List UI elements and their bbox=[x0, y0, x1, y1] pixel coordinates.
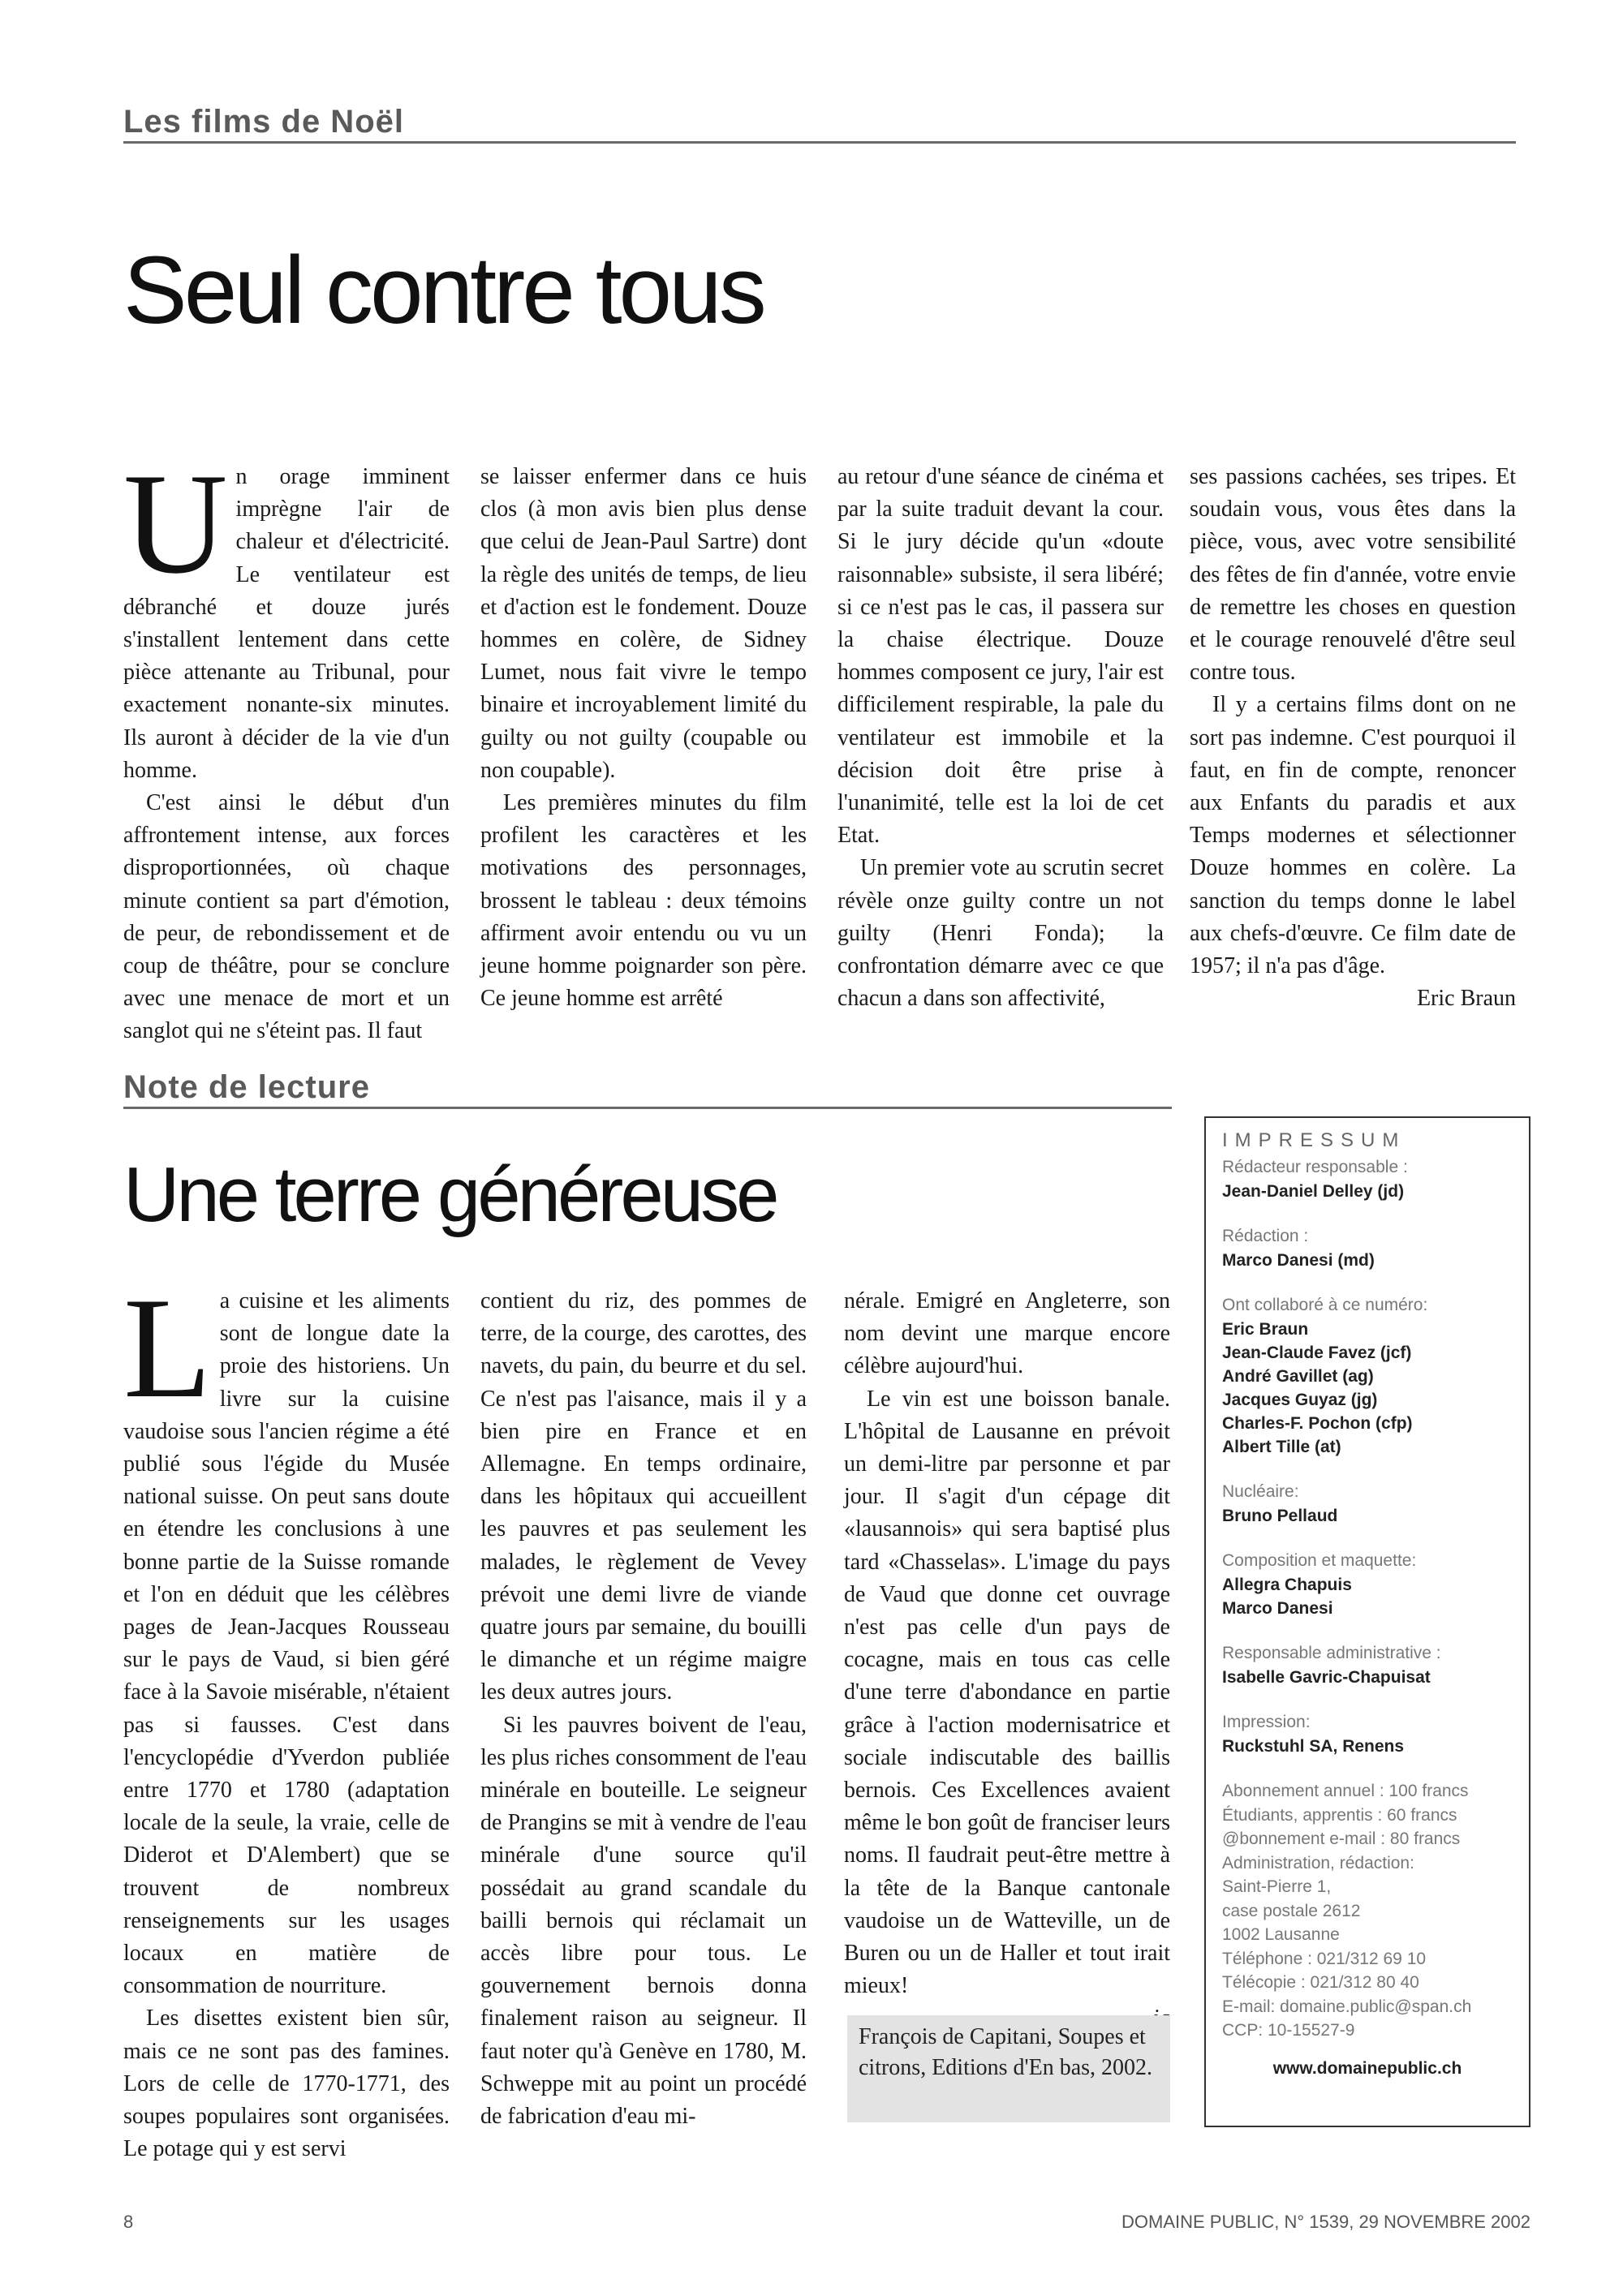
impressum-name: Bruno Pellaud bbox=[1222, 1507, 1338, 1525]
impressum-contact-info bbox=[1222, 1779, 1513, 2043]
impressum-name: Isabelle Gavric-Chapuisat bbox=[1222, 1668, 1431, 1687]
dropcap-u: U bbox=[123, 443, 228, 604]
paragraph: Il y a certains films dont on ne sort pas indemne. C'est pourquoi il faut, en fin de compte, renoncer aux Enfants du paradis et aux Temps modernes et sélectionner Douze hommes en colère. La sanction du temps donne le label aux chefs-d'œuvre. Ce film date de 1957; il n'a pas d'âge. bbox=[1190, 692, 1516, 979]
paragraph: nérale. Emigré en Angleterre, son nom devint une marque encore célèbre aujourd'hui. bbox=[844, 1288, 1170, 1379]
book-reference-box: François de Capitani, Soupes et citrons, Editions d'En bas, 2002. bbox=[847, 2015, 1170, 2122]
article2-column-2 bbox=[480, 1285, 807, 2133]
impressum-name: Marco Danesi (md) bbox=[1222, 1251, 1375, 1270]
article-title-une-terre-genereuse: Une terre généreuse bbox=[123, 1151, 777, 1238]
impressum-name: Jean-Daniel Delley (jd) bbox=[1222, 1182, 1405, 1201]
website-link[interactable]: www.domainepublic.ch bbox=[1272, 2058, 1462, 2078]
info-line: Abonnement annuel : 100 francs bbox=[1222, 1782, 1469, 1800]
publication-footer: DOMAINE PUBLIC, N° 1539, 29 NOVEMBRE 2002 bbox=[1121, 2212, 1530, 2232]
impressum-label: Impression: bbox=[1222, 1713, 1311, 1731]
paragraph: Si les pauvres boivent de l'eau, les plus riches consomment de l'eau minérale en bouteille. Le seigneur de Prangins se mit à vendre de l'eau minérale d'une source qu'il possédait au grand scandale du bailli bernois qui réclamait un accès libre pour tous. Le gouvernement bernois donna finalement raison au seigneur. Il faut noter qu'à Genève en 1780, M. Schweppe mit au point un procédé de fabrication d'eau mi- bbox=[480, 1712, 807, 2130]
info-line: Saint-Pierre 1, bbox=[1222, 1877, 1332, 1896]
impressum-label: Ont collaboré à ce numéro: bbox=[1222, 1296, 1428, 1314]
impressum-name: Allegra Chapuis bbox=[1222, 1576, 1352, 1594]
info-line: Téléphone : 021/312 69 10 bbox=[1222, 1949, 1427, 1968]
impressum-name: Jean-Claude Favez (jcf) bbox=[1222, 1344, 1412, 1362]
impressum-name: Jacques Guyaz (jg) bbox=[1222, 1391, 1378, 1409]
impressum-label: Composition et maquette: bbox=[1222, 1551, 1417, 1570]
impressum-name: Charles-F. Pochon (cfp) bbox=[1222, 1414, 1413, 1433]
info-line: E-mail: domaine.public@span.ch bbox=[1222, 1997, 1472, 2016]
article1-column-1 bbox=[123, 443, 450, 1048]
section-rule-middle bbox=[123, 1107, 1172, 1109]
info-line: Étudiants, apprentis : 60 francs bbox=[1222, 1805, 1457, 1825]
impressum-names bbox=[1222, 1573, 1513, 1620]
section-kicker-films: Les films de Noël bbox=[123, 104, 404, 140]
info-line: case postale 2612 bbox=[1222, 1901, 1361, 1920]
impressum-name: Eric Braun bbox=[1222, 1320, 1309, 1339]
info-line: Administration, rédaction: bbox=[1222, 1853, 1414, 1872]
impressum-heading: IMPRESSUM bbox=[1222, 1129, 1406, 1151]
article1-column-3 bbox=[837, 461, 1164, 1015]
info-line: Télécopie : 021/312 80 40 bbox=[1222, 1973, 1419, 1992]
article2-column-3 bbox=[844, 1285, 1170, 2036]
impressum-names bbox=[1222, 1504, 1513, 1528]
article-title-seul-contre-tous: Seul contre tous bbox=[123, 237, 764, 344]
paragraph: Les disettes existent bien sûr, mais ce ne sont pas des famines. Lors de celle de 1770-1771, des soupes populaires sont organisées. Le potage qui y est servi bbox=[123, 2006, 450, 2162]
paragraph: se laisser enfermer dans ce huis clos (à mon avis bien plus dense que celui de Jean-Paul Sartre) dont la règle des unités de temps, de lieu et d'action est le fondement. Douze hommes en colère, de Sidney Lumet, nous fait vivre le tempo binaire et incroyablement limité du guilty ou not guilty (coupable ou non coupable). bbox=[480, 464, 807, 783]
dropcap-l: L bbox=[123, 1267, 212, 1428]
impressum-name: Albert Tille (at) bbox=[1222, 1438, 1341, 1456]
impressum-names bbox=[1222, 1666, 1513, 1689]
impressum-names bbox=[1222, 1735, 1513, 1758]
paragraph: a cuisine et les aliments sont de longue date la proie des historiens. Un livre sur la cuisine vaudoise sous l'ancien régime a été publié sous l'égide du Musée national suisse. On peut sans doute en étendre les conclusions à une bonne partie de la Suisse romande et l'on en déduit que les célèbres pages de Jean-Jacques Rousseau sur le pays de Vaud, si bien géré face à la Savoie misérable, n'étaient pas si fausses. C'est dans l'encyclopédie d'Yverdon publiée entre 1770 et 1780 (adaptation locale de la seule, la vraie, celle de Diderot et D'Alembert) que se trouvent de nombreux renseignements sur les usages locaux en matière de consommation de nourriture. bbox=[123, 1288, 450, 1999]
paragraph: au retour d'une séance de cinéma et par la suite traduit devant la cour. Si le jury décide qu'un «doute raisonnable» subsiste, il sera libéré; si ce n'est pas le cas, il passera sur la chaise électrique. Douze hommes composent ce jury, l'air est difficilement respirable, la pale du ventilateur est immobile et la décision doit être prise à l'unanimité, telle est la loi de cet Etat. bbox=[837, 464, 1164, 849]
page-number: 8 bbox=[123, 2212, 134, 2232]
impressum-label: Rédacteur responsable : bbox=[1222, 1158, 1408, 1176]
info-line: CCP: 10-15527-9 bbox=[1222, 2021, 1355, 2040]
impressum-label: Nucléaire: bbox=[1222, 1482, 1299, 1501]
section-kicker-note-de-lecture: Note de lecture bbox=[123, 1069, 370, 1105]
paragraph: Les premières minutes du film profilent les caractères et les motivations des personnages, brossent le tableau : deux témoins affirment avoir entendu ou vu un jeune homme poignarder son père. Ce jeune homme est arrêté bbox=[480, 790, 807, 1012]
impressum-name: Marco Danesi bbox=[1222, 1599, 1333, 1618]
impressum-label: Rédaction : bbox=[1222, 1227, 1309, 1245]
impressum-name: André Gavillet (ag) bbox=[1222, 1367, 1374, 1386]
paragraph: Un premier vote au scrutin secret révèle onze guilty contre un not guilty (Henri Fonda); la confrontation démarre avec ce que chacun a dans son affectivité, bbox=[837, 855, 1164, 1012]
impressum-box bbox=[1204, 1116, 1530, 2127]
article2-column-1 bbox=[123, 1267, 450, 2165]
author-signature: Eric Braun bbox=[1416, 986, 1516, 1012]
paragraph: C'est ainsi le début d'un affrontement intense, aux forces disproportionnées, où chaque minute contient sa part d'émotion, de peur, de rebondissement et de coup de théâtre, pour se conclure avec une menace de mort et un sanglot qui ne s'éteint pas. Il faut bbox=[123, 790, 450, 1044]
impressum-names bbox=[1222, 1180, 1513, 1203]
paragraph: contient du riz, des pommes de terre, de la courge, des carottes, des navets, du pain, du beurre et du sel. Ce n'est pas l'aisance, mais il y a bien pire en France et en Allemagne. En temps ordinaire, dans les hôpitaux qui accueillent les pauvres et pas seulement les malades, le règlement de Vevey prévoit une demi livre de viande quatre jours par semaine, du bouilli le dimanche et un régime maigre les deux autres jours. bbox=[480, 1288, 807, 1705]
article1-column-4 bbox=[1190, 461, 1516, 1015]
paragraph: ses passions cachées, ses tripes. Et soudain vous, vous êtes dans la pièce, vous, avec votre sensibilité des fêtes de fin d'année, votre envie de remettre les choses en question et le courage renouvelé d'être seul contre tous. bbox=[1190, 464, 1516, 686]
paragraph: n orage imminent imprègne l'air de chaleur et d'électricité. Le ventilateur est débranché et douze jurés s'installent lentement dans cette pièce attenante au Tribunal, pour exactement nonante-six minutes. Ils auront à décider de la vie d'un homme. bbox=[123, 464, 450, 783]
section-rule-top bbox=[123, 141, 1516, 144]
impressum-name: Ruckstuhl SA, Renens bbox=[1222, 1737, 1405, 1756]
article1-column-2 bbox=[480, 461, 807, 1015]
impressum-label: Responsable administrative : bbox=[1222, 1644, 1441, 1662]
paragraph: Le vin est une boisson banale. L'hôpital de Lausanne en prévoit un demi-litre par personne et par jour. Il s'agit d'un cépage dit «lausannois» qui sera baptisé plus tard «Chasselas». L'image du pays de Vaud que donne cet ouvrage n'est pas celle d'un pays de cocagne, mais en tous cas celle d'une terre d'abondance en partie grâce à l'action modernisatrice et sociale indiscutable des baillis bernois. Ces Excellences avaient même le bon goût de franciser leurs noms. Il faudrait peut-être mettre à la tête de la Banque cantonale vaudoise un de Watteville, un de Buren ou un de Haller et tout irait mieux! bbox=[844, 1386, 1170, 1999]
info-line: 1002 Lausanne bbox=[1222, 1925, 1340, 1944]
info-line: @bonnement e-mail : 80 francs bbox=[1222, 1829, 1461, 1848]
impressum-names bbox=[1222, 1318, 1513, 1459]
impressum-names bbox=[1222, 1249, 1513, 1272]
